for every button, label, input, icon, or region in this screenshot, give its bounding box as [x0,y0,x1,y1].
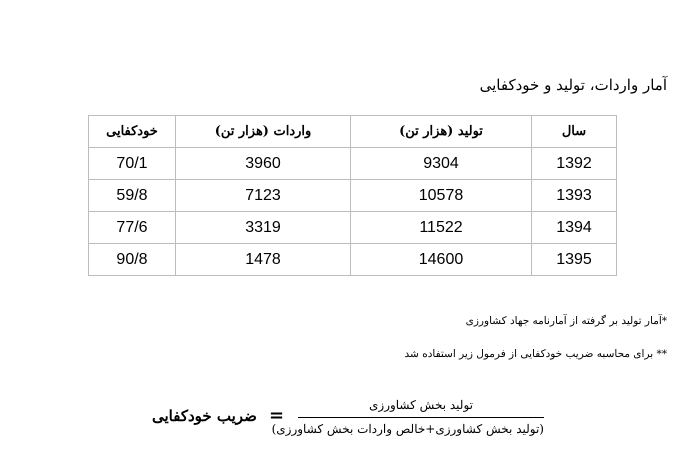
formula-denominator: (تولید بخش کشاورزی+خالص واردات بخش کشاورزی) [271,422,544,436]
cell-year: 1395 [532,244,617,276]
self-sufficiency-formula [150,398,550,442]
cell-self-sufficiency: 59/8 [89,180,176,212]
cell-production: 11522 [351,212,532,244]
table-row [89,148,617,180]
cell-year: 1392 [532,148,617,180]
cell-self-sufficiency: 70/1 [89,148,176,180]
cell-imports: 3960 [176,148,351,180]
formula-equals-sign: = [269,405,285,426]
header-imports: واردات (هزار تن) [176,116,351,148]
cell-year: 1394 [532,212,617,244]
table-row [89,244,617,276]
table-row [89,212,617,244]
table-row [89,180,617,212]
formula-lhs: ضریب خودکفایی [152,407,257,425]
table-header-row [89,116,617,148]
cell-self-sufficiency: 90/8 [89,244,176,276]
cell-production: 10578 [351,180,532,212]
page-title: آمار واردات، تولید و خودکفایی [479,76,667,94]
formula-numerator: تولید بخش کشاورزی [369,398,473,412]
cell-year: 1393 [532,180,617,212]
cell-production: 14600 [351,244,532,276]
cell-imports: 7123 [176,180,351,212]
header-production: تولید (هزار تن) [351,116,532,148]
fraction-bar [298,417,544,418]
footnote-formula-note: ** برای محاسبه ضریب خودکفایی از فرمول زیر استفاده شد [404,348,667,360]
statistics-table [88,115,617,276]
cell-production: 9304 [351,148,532,180]
footnote-source: *آمار تولید بر گرفته از آمارنامه جهاد کشاورزی [465,315,667,327]
cell-imports: 1478 [176,244,351,276]
header-year: سال [532,116,617,148]
cell-imports: 3319 [176,212,351,244]
header-self-sufficiency: خودکفایی [89,116,176,148]
cell-self-sufficiency: 77/6 [89,212,176,244]
